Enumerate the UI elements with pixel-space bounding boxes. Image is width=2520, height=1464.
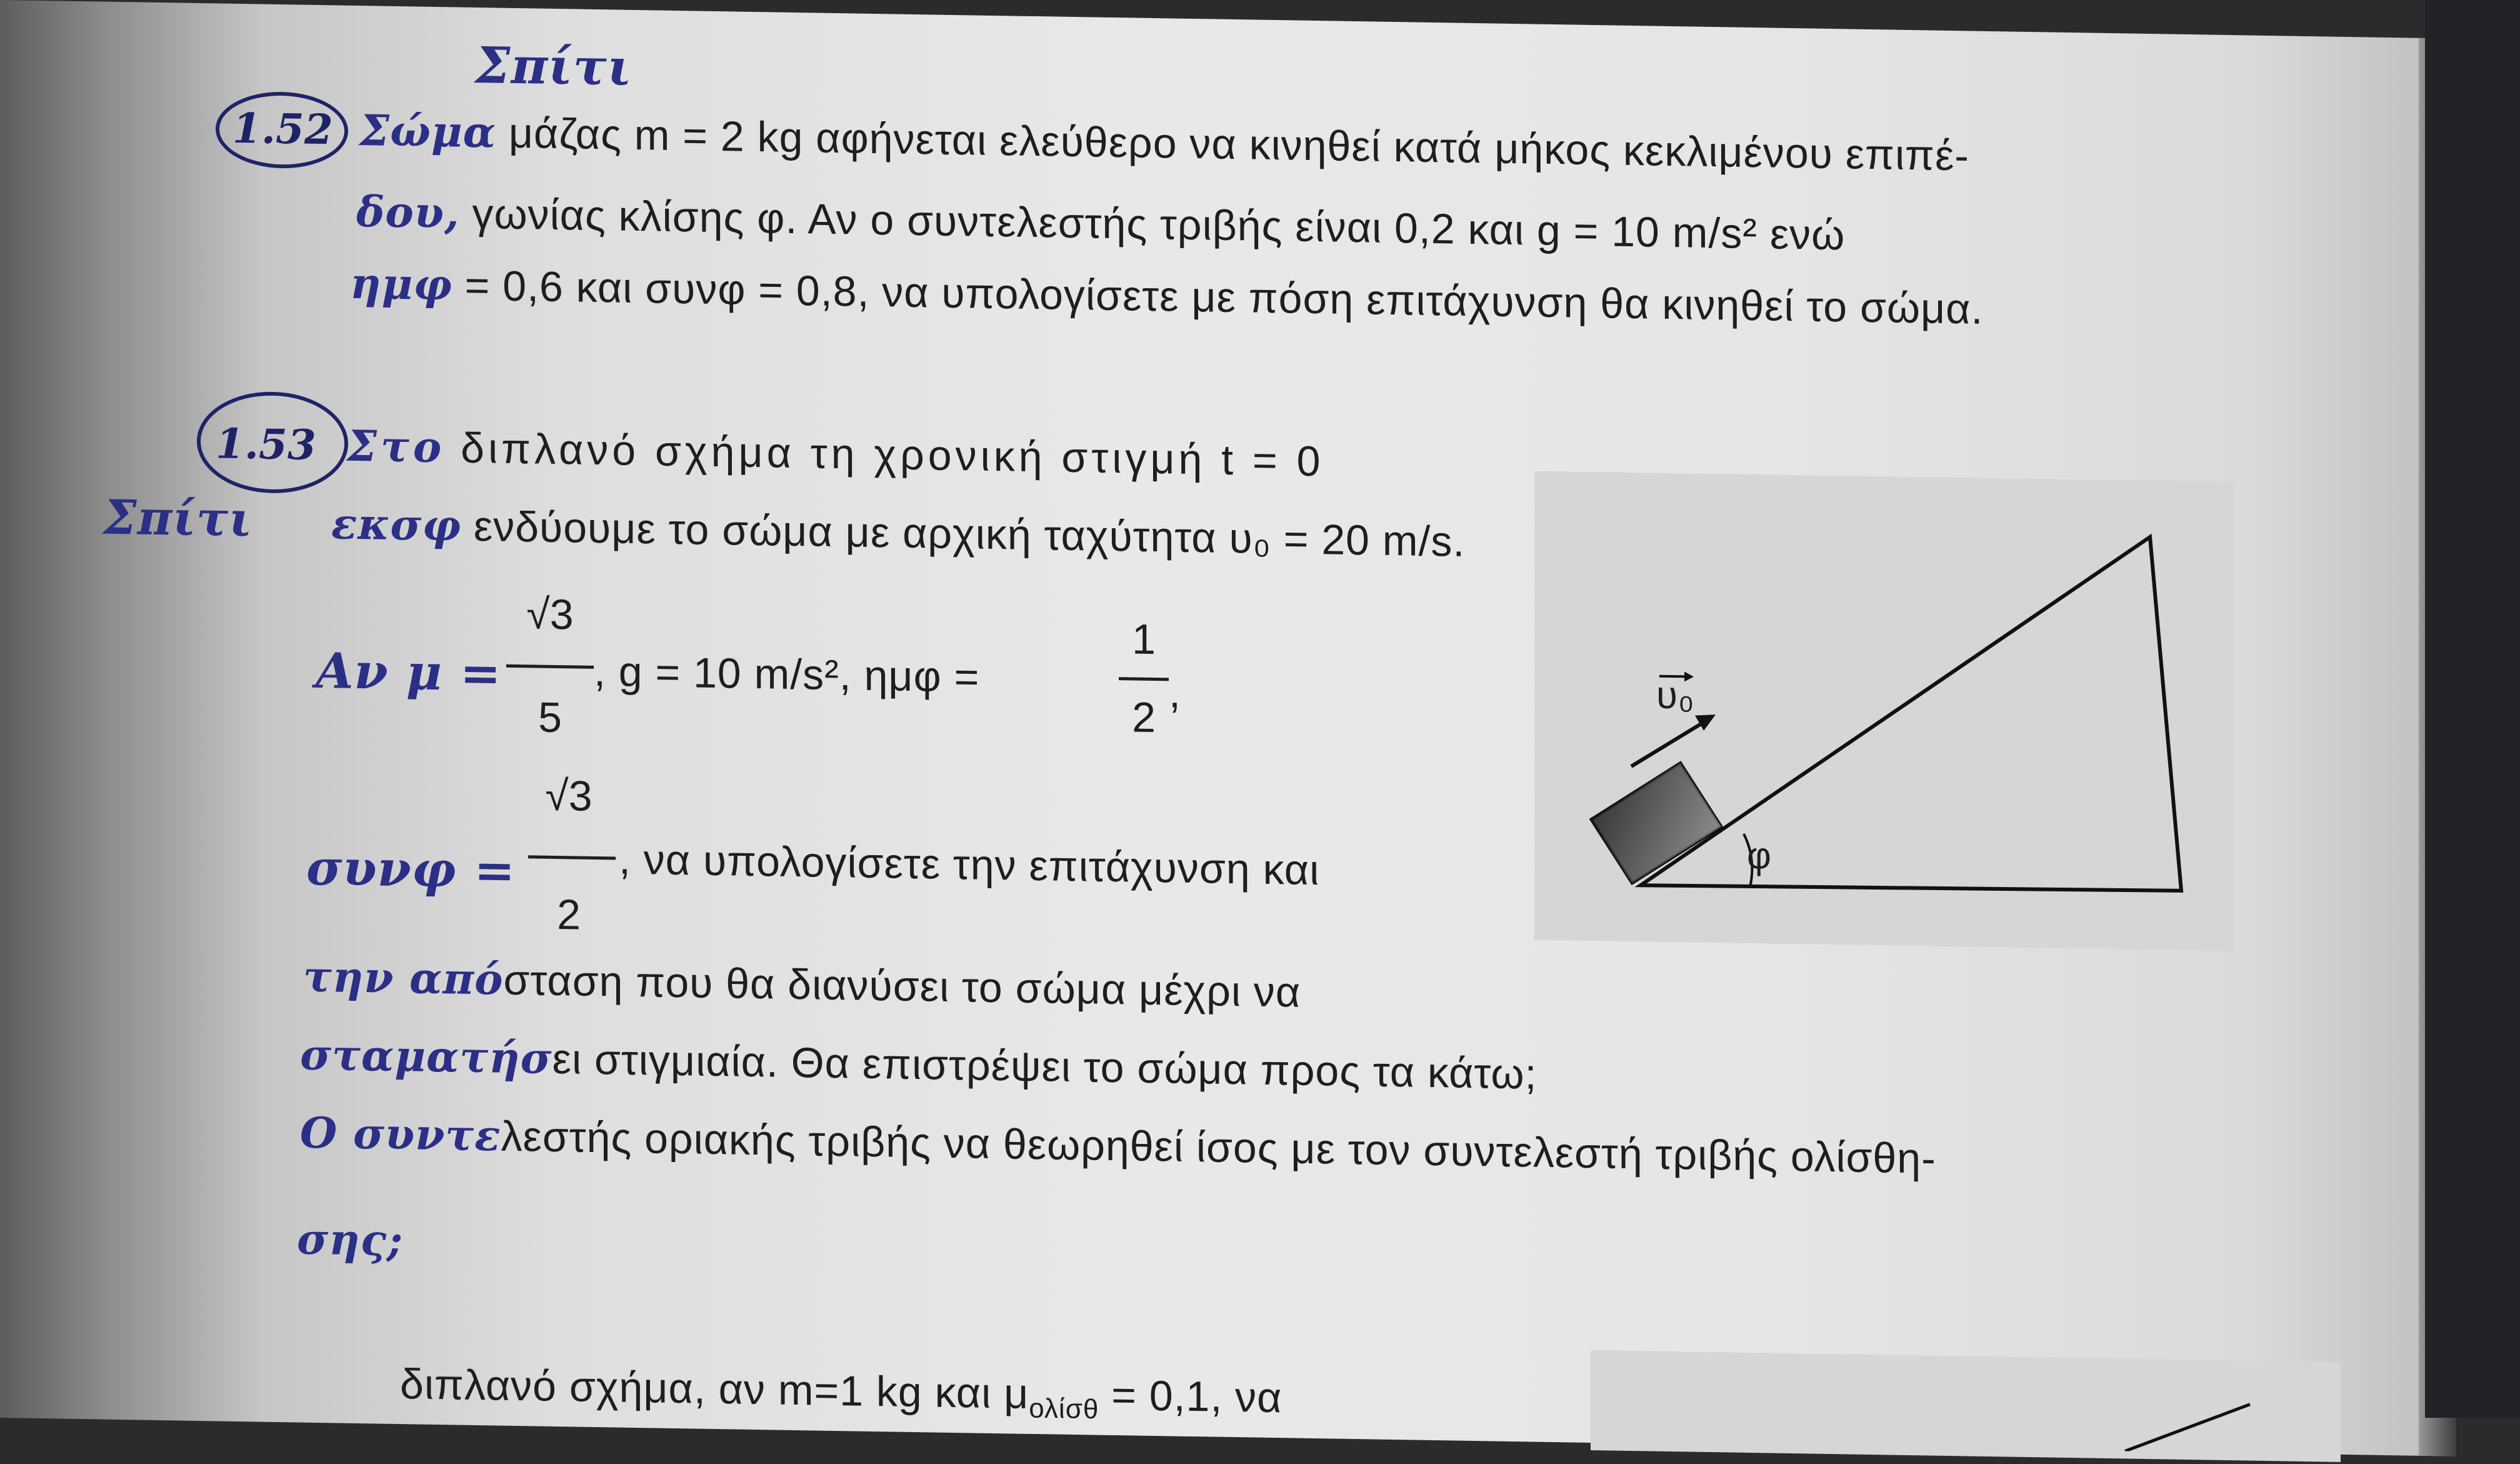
cos-numerator: √3: [545, 771, 592, 820]
problem-number: 1.52: [232, 103, 333, 154]
handwritten-mu: Αν μ =: [316, 642, 502, 703]
printed-text: = 0,1, να: [1099, 1371, 1282, 1422]
handwritten-home-label: Σπίτι: [475, 35, 632, 97]
handwritten-word: Στο: [347, 421, 446, 473]
printed-text: γωνίας κλίσης φ. Αν ο συντελεστής τριβής είναι 0,2 και g = 10 m/s² ενώ: [472, 189, 1846, 259]
angle-label: φ: [1747, 834, 1772, 877]
comma: ,: [1169, 669, 1181, 717]
printed-text: μάζας m = 2 kg αφήνεται ελεύθερο να κινηθεί κατά μήκος κεκλιμένου επιπέ-: [508, 109, 1969, 180]
subscript: ολίσθ: [1029, 1393, 1099, 1425]
cos-denominator: 2: [557, 890, 581, 939]
handwritten-word: σης;: [297, 1214, 404, 1266]
handwritten-word: Ο συντε: [300, 1108, 501, 1161]
velocity-label: υ₀: [1656, 673, 1695, 718]
printed-text: διπλανό σχήμα, αν m=1 kg και μ: [400, 1360, 1029, 1418]
printed-text: διπλανό σχήμα τη χρονική στιγμή t = 0: [461, 424, 1324, 486]
printed-text: = 0,6 και συνφ = 0,8, να υπολογίσετε με πόση επιτάχυνση θα κινηθεί το σώμα.: [464, 261, 1984, 333]
printed-text: ει στιγμιαία. Θα επιστρέψει το σώμα προς τα κάτω;: [552, 1035, 1538, 1098]
handwritten-word: ημφ: [350, 258, 452, 311]
handwritten-cos: συνφ =: [306, 839, 516, 900]
printed-text: σταση που θα διανύσει το σώμα μέχρι να: [503, 956, 1301, 1016]
handwritten-word: Σώμα: [359, 106, 496, 158]
book-edge-shadow: [2425, 0, 2520, 1418]
cos-after-text: , να υπολογίσετε την επιτάχυνση και: [619, 835, 1320, 895]
g-and-sin-text: , g = 10 m/s², ημφ =: [594, 647, 980, 701]
printed-text: ενδύουμε το σώμα με αρχική ταχύτητα υ₀ = 20 m/s.: [473, 502, 1466, 566]
handwritten-home-label: Σπίτι: [103, 489, 253, 548]
mu-numerator: √3: [526, 590, 574, 639]
printed-text: λεστής οριακής τριβής να θεωρηθεί ίσος με τον συντελεστή τριβής ολίσθη-: [501, 1112, 1936, 1183]
sin-numerator: 1: [1132, 615, 1156, 664]
sin-denominator: 2: [1132, 693, 1156, 742]
handwritten-word: εκσφ: [331, 499, 461, 551]
handwritten-word: σταματήσ: [300, 1030, 552, 1084]
handwritten-word: την από: [303, 951, 504, 1005]
handwritten-word: δου,: [356, 186, 460, 239]
mu-denominator: 5: [538, 693, 562, 742]
problem-number: 1.53: [216, 419, 316, 469]
